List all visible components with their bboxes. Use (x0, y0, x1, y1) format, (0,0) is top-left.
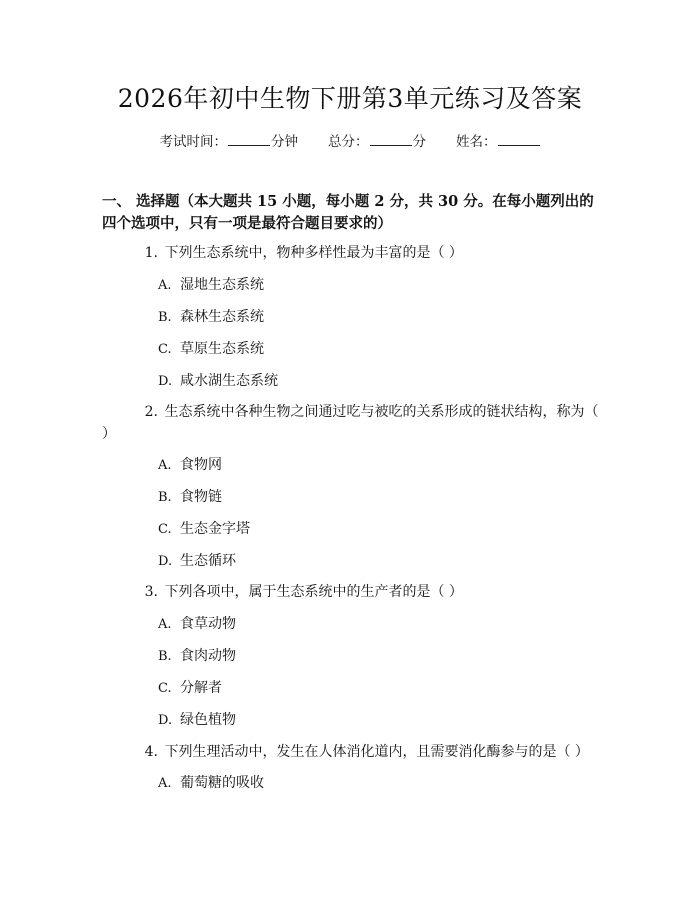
question-number: 2. (144, 404, 158, 420)
student-name-blank[interactable] (498, 131, 540, 146)
question-1-option-d[interactable] (158, 371, 278, 392)
exam-info-line (0, 131, 700, 152)
exam-time-blank[interactable] (228, 131, 270, 146)
section-number: 一、 (102, 193, 131, 210)
option-letter: C. (158, 342, 172, 357)
option-letter: C. (158, 681, 172, 696)
option-text: 葡萄糖的吸收 (180, 775, 264, 791)
option-text: 湿地生态系统 (180, 277, 264, 293)
exam-time-label: 考试时间： (159, 134, 227, 150)
question-3-option-c[interactable] (158, 678, 222, 699)
total-score-unit: 分 (412, 134, 426, 150)
option-letter: C. (158, 522, 172, 537)
option-letter: D. (158, 374, 173, 389)
option-text: 食物网 (180, 457, 222, 473)
section-heading (102, 191, 602, 235)
option-text: 食草动物 (180, 616, 236, 632)
option-text: 绿色植物 (180, 712, 236, 728)
question-text: 下列生理活动中，发生在人体消化道内，且需要消化酶参与的是（ ） (164, 744, 589, 760)
question-2-option-c[interactable] (158, 519, 250, 540)
page-title: 2026年初中生物下册第3单元练习及答案 (117, 84, 583, 113)
option-letter: A. (158, 458, 172, 473)
section-instructions: 选择题（本大题共 15 小题，每小题 2 分，共 30 分。在每小题列出的四个选项中，只有一项是最符合题目要求的） (102, 193, 594, 232)
question-3-option-a[interactable] (158, 614, 236, 635)
question-number: 1. (144, 245, 158, 261)
question-1-option-b[interactable] (158, 307, 264, 328)
option-text: 森林生态系统 (180, 309, 264, 325)
option-letter: A. (158, 278, 172, 293)
option-letter: B. (158, 649, 172, 664)
exam-time-field (160, 131, 299, 152)
question-1 (102, 242, 602, 264)
question-text: 下列各项中，属于生态系统中的生产者的是（ ） (164, 584, 463, 600)
question-2-option-d[interactable] (158, 551, 236, 572)
question-text: 生态系统中各种生物之间通过吃与被吃的关系形成的链状结构，称为（ ） (102, 404, 599, 442)
option-letter: D. (158, 554, 173, 569)
option-text: 分解者 (180, 680, 222, 696)
total-score-field (328, 131, 426, 152)
option-text: 草原生态系统 (180, 341, 264, 357)
option-text: 食物链 (180, 489, 222, 505)
total-score-blank[interactable] (370, 131, 412, 146)
question-number: 4. (144, 744, 158, 760)
question-2-option-b[interactable] (158, 487, 222, 508)
student-name-field (456, 131, 541, 152)
option-letter: B. (158, 310, 172, 325)
option-letter: B. (158, 490, 172, 505)
question-2 (102, 401, 602, 445)
question-2-option-a[interactable] (158, 455, 222, 476)
question-3 (102, 581, 602, 603)
question-text: 下列生态系统中，物种多样性最为丰富的是（ ） (164, 245, 463, 261)
option-text: 生态金字塔 (180, 521, 250, 537)
option-text: 咸水湖生态系统 (180, 373, 278, 389)
question-4-option-a[interactable] (158, 773, 264, 794)
option-letter: D. (158, 713, 173, 728)
option-letter: A. (158, 776, 172, 791)
question-3-option-d[interactable] (158, 710, 236, 731)
exam-time-unit: 分钟 (271, 134, 298, 150)
option-text: 食肉动物 (180, 648, 236, 664)
option-text: 生态循环 (180, 553, 236, 569)
question-3-option-b[interactable] (158, 646, 236, 667)
student-name-label: 姓名： (456, 134, 497, 150)
question-4 (102, 741, 602, 763)
question-number: 3. (144, 584, 158, 600)
total-score-label: 总分： (328, 134, 369, 150)
question-1-option-c[interactable] (158, 339, 264, 360)
question-1-option-a[interactable] (158, 275, 264, 296)
option-letter: A. (158, 617, 172, 632)
